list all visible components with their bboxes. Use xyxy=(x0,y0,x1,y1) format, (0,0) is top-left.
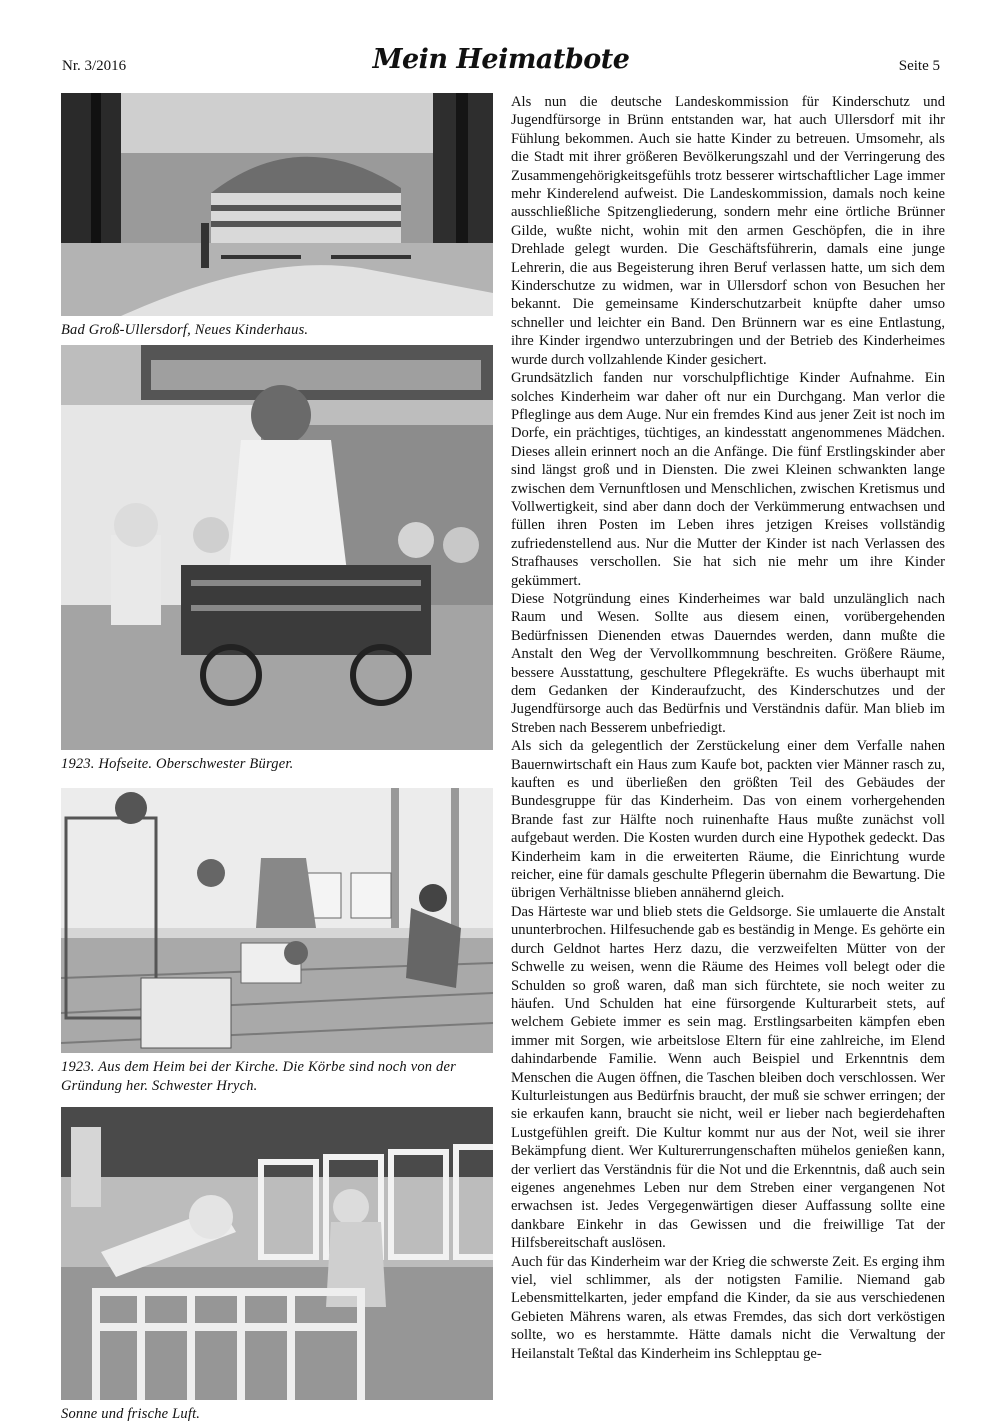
figure-hofseite xyxy=(61,345,493,774)
figure-sonne-luft xyxy=(61,1107,493,1424)
figure-heim-kirche xyxy=(61,788,493,1096)
photo-sonne-luft xyxy=(61,1107,493,1400)
photo-heim-kirche xyxy=(61,788,493,1053)
figure-caption: 1923. Hofseite. Oberschwester Bürger. xyxy=(61,756,294,772)
page-header xyxy=(62,44,940,84)
article-body xyxy=(511,93,945,1363)
article-paragraph: Auch für das Kinderheim war der Krieg die schwerste Zeit. Es erging ihm viel, viel schlimmer, als der notigsten Familie. Niemand gab Lebensmittelkarten, jeder empfand die Kinder, da sie aus verschiedenen Gebieten Mährens waren, als etwas Fremdes, das sich dort verköstigen sollte, wo es herstammte. Hätte damals nicht die Verwaltung der Heilanstalt Teßtal das Kinderheim ins Schlepptau ge- xyxy=(511,1253,945,1362)
article-paragraph: Das Härteste war und blieb stets die Geldsorge. Sie umlauerte die Anstalt ununterbrochen. Hilfesuchende gab es beständig in Menge. Es gehörte ein durch Geldnot hartes Herz dazu, die verzweifelten Mütter von der Schwelle zu weisen, wenn die Räume des Heimes voll belegt oder die Schulden so groß waren, daß man sich fürchtete, sie noch weiter zu häufen. Und Schulden hat eine fürsorgende Kulturarbeit stets, auf welchem Gebiete immer es sein mag. Erstlingsarbeiten kämpfen eben immer mit Sorgen, wie arbeitslose Eltern für eine zahlreiche, im Elend dahindarbende Familie. Wenn auch Beispiel und Erkenntnis dem Menschen die Augen öffnen, die Taschen bleiben doch verschlossen. Wer Kulturleistungen aus Bedürfnis braucht, der muß sie schwer erringen; der sie erkaufen kann, braucht sie nicht, weil er lieber nach begierdehaften Lustgefühlen greift. Die Kultur kommt nur aus der Not, weil sie ihrer Bekämpfung dient. Wer Kulturerrungenschaften mühelos genießen kann, der verliert das Verständnis für die Not und die Erkenntnis, daß auch sein eigenes angenehmes Leben nur dem Streben einer vergangenen Not erwachsen ist. Jedes Vergegenwärtigen dieser Auffassung sollte eine dankbare Einkehr in das Gewissen und die freiwillige Tat der Hilfsbereitschaft auslösen. xyxy=(511,903,945,1252)
figure-caption: 1923. Aus dem Heim bei der Kirche. Die Körbe sind noch von der Gründung her. Schwester Hrych. xyxy=(61,1059,456,1094)
article-paragraph: Grundsätzlich fanden nur vorschulpflichtige Kinder Aufnahme. Ein solches Kinderheim war daher oft nur ein Durchgang. Man verlor die Pfleglinge aus dem Auge. Nur ein fremdes Kind aus jener Zeit ist noch im Dorfe, ein prächtiges, tüchtiges, an kindesstatt angenommenes Mädchen. Dieses allein erinnert noch an die Anfänge. Die fünf Erstlingskinder aber sind längst groß und in Diensten. Die zwei Kleinen schwankten lange zwischen dem Vernunftlosen und Menschlichen, zwischen Kretismus und Vollwertigkeit, sind aber dann doch der Verkümmerung entwachsen und füllen ihren Posten im Leben ihres jetzigen Kreises vollständig zufriedenstellend aus. Nur die Mutter der Kinder ist nach Verlassen des Strafhauses verschollen. Sie hat sich nie mehr um ihre Kinder gekümmert. xyxy=(511,370,945,589)
figure-caption: Bad Groß-Ullersdorf, Neues Kinderhaus. xyxy=(61,322,309,338)
figure-kinderhaus xyxy=(61,93,493,340)
figure-caption: Sonne und frische Luft. xyxy=(61,1406,201,1422)
photo-kinderhaus xyxy=(61,93,493,316)
photo-hofseite xyxy=(61,345,493,750)
issue-number: Nr. 3/2016 xyxy=(62,58,127,74)
article-paragraph: Diese Notgründung eines Kinderheimes war bald unzulänglich nach Raum und Wesen. Sollte aus diesem einen, vorübergehenden Bedürfnissen Dienenden etwas Dauerndes werden, dann mußte die Anstalt den Weg der Vervollkommnung beschreiten. Größere Räume, bessere Ausstattung, geschultere Pflegekräfte. Es wuchs überhaupt mit dem Gedanken der Kinderaufzucht, des Kinderschutzes und der Jugendfürsorge auch das Bedürfnis und Verständnis dafür. Man blieb im Streben nach Besserem unbefriedigt. xyxy=(511,590,945,736)
article-paragraph: Als sich da gelegentlich der Zerstückelung einer dem Verfalle nahen Bauernwirtschaft ein Haus zum Kaufe bot, packten vier Männer rasch zu, kauften es und überließen den größten Teil des Gebäudes der Bundesgruppe für das Kinderheim. Das von einem vorhergehenden Brande fast zur Hälfte noch ruinenhafte Haus mußte zunächst voll aufgebaut werden. Die Kosten wurden durch eine Hypothek gedeckt. Das Kinderheim kam in die erweiterten Räume, die Einrichtung wurde reicher, eine für damals geschulte Pflegerin übernahm die Bewartung. Die übrigen Verhältnisse blieben annähernd gleich. xyxy=(511,738,945,902)
article-paragraph: Als nun die deutsche Landeskommission für Kinderschutz und Jugendfürsorge in Brünn entstanden war, hat auch Ullersdorf mit ihr Fühlung bekommen. Auch sie hatte Kinder zu betreuen. Umsomehr, als die Stadt mit ihrer größeren Bevölkerungszahl und der Verringerung des Zusammengehörigkeitsgefühls trotz besserer wirtschaftlicher Lage immer mehr Kinderelend aufweist. Die Landeskommission, damals noch keine ausschließliche Spitzengliederung, sondern mehr eine örtliche Brünner Gilde, wußte nicht, wohin mit den armen Geschöpfen, die in ihre Drehlade gelegt wurden. Die Geschäftsführerin, damals eine junge Lehrerin, die aus Begeisterung ihren Beruf verlassen hatte, um sich dem Kinderschutze zu widmen, war in Ullersdorf schon von Besuchen her bekannt. Die gemeinsame Kinderschutzarbeit knüpfte daher umso schneller und leichter ein Band. Den Brünnern war es eine Entlastung, ihre Kinder irgendwo unterzubringen und der Betrieb des Kinderheimes wurde durch vollzahlende Kinder gesichert. xyxy=(511,94,945,368)
page-number: Seite 5 xyxy=(898,58,940,74)
masthead-logo: Mein Heimatbote xyxy=(372,44,630,75)
